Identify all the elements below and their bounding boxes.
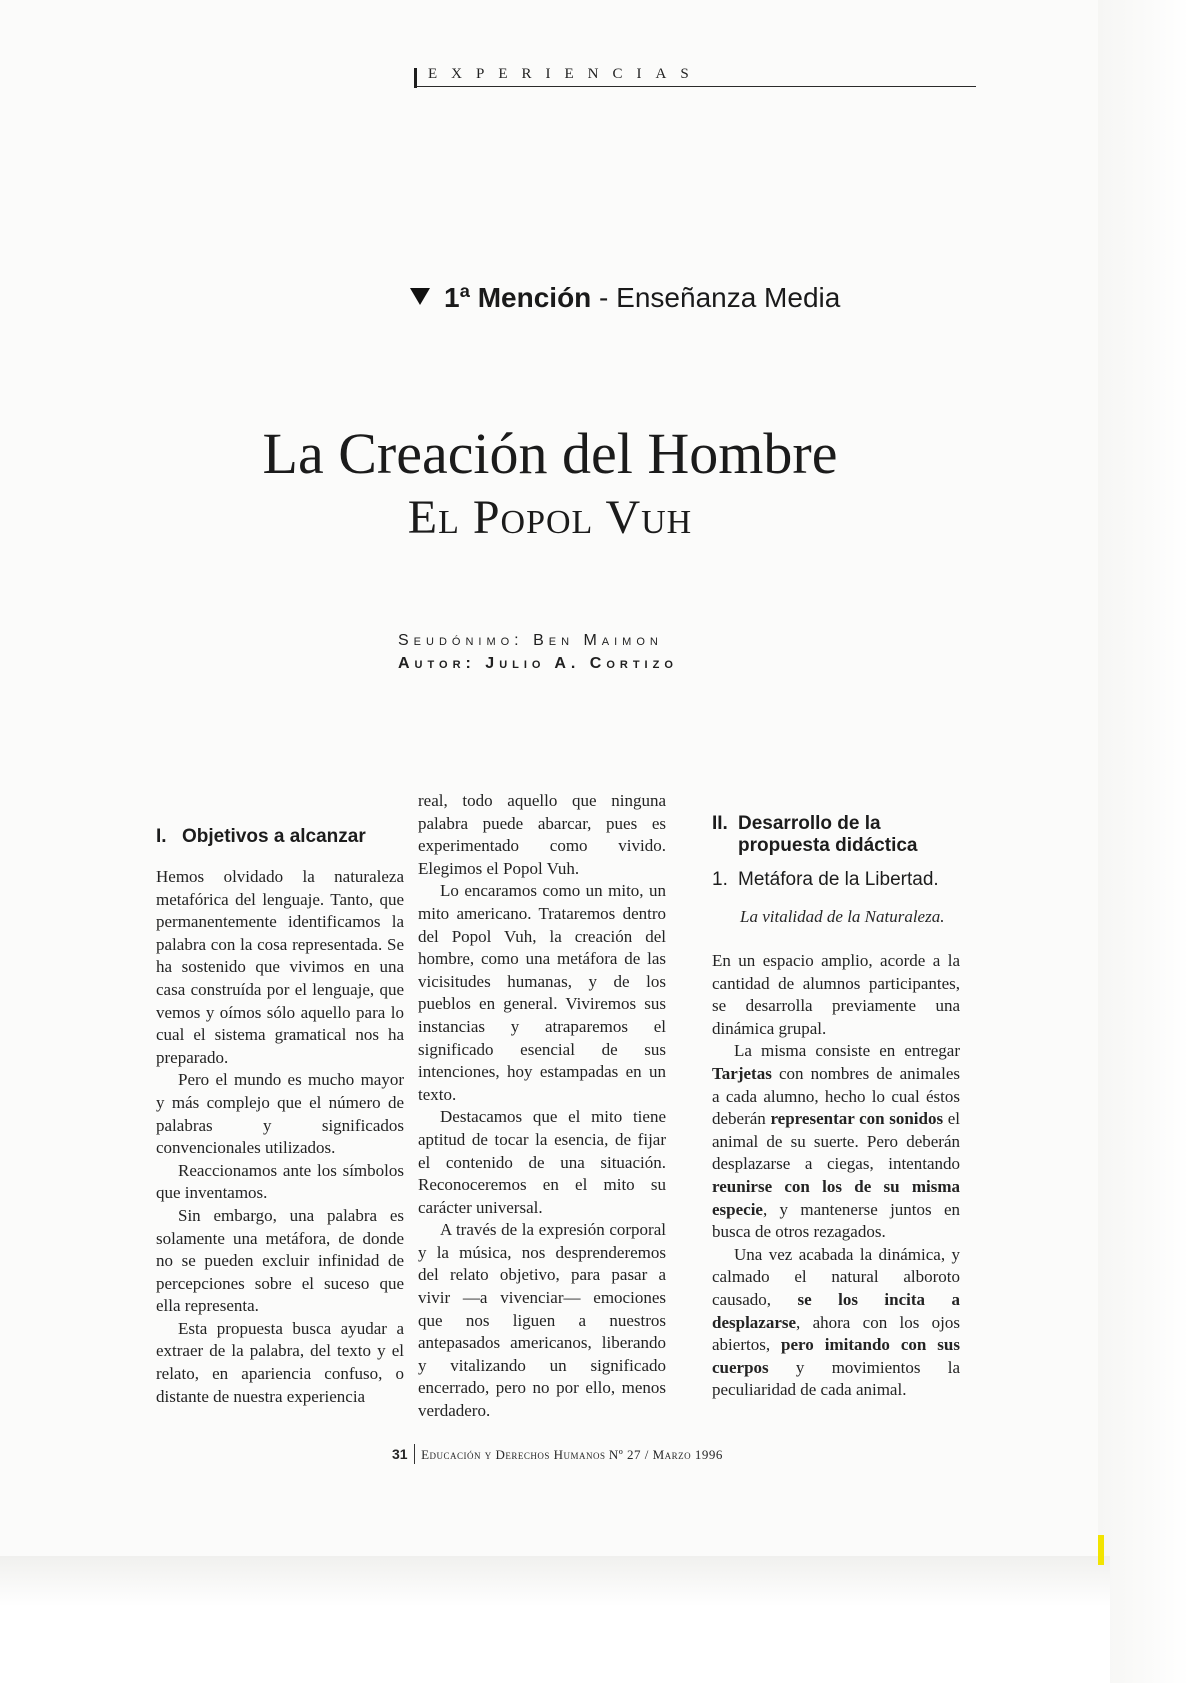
- header-rule-mark: [414, 68, 417, 88]
- triangle-down-icon: [410, 288, 430, 305]
- author-line: Autor: Julio A. Cortizo: [398, 655, 678, 672]
- article-subtitle: El Popol Vuh: [407, 491, 693, 544]
- subsection-caption: La vitalidad de la Naturaleza.: [740, 907, 945, 926]
- pseudonym-line: Seudónimo: Ben Maimon: [398, 632, 663, 649]
- paragraph: En un espacio amplio, acorde a la cantidad de alumnos participantes, se desarrolla previamente una dinámica grupal.: [712, 951, 960, 1038]
- page-edge-shadow: [1098, 0, 1190, 1683]
- paragraph: Una vez acabada la dinámica, y calmado el natural alboroto causado, se los incita a desplazarse, ahora con los ojos abiertos, pero imitando con sus cuerpos y movimientos la peculiaridad de cada animal.: [712, 1244, 960, 1400]
- section-2-number: II.: [712, 813, 728, 834]
- section-1-title: Objetivos a alcanzar: [182, 826, 366, 847]
- article-title: La Creación del Hombre: [262, 421, 838, 486]
- footer-divider: [414, 1444, 416, 1464]
- mention-separator: -: [591, 282, 617, 313]
- section-2-heading: [712, 813, 972, 857]
- running-header: [414, 60, 976, 87]
- paragraph: real, todo aquello que ninguna palabra puede abarcar, pues es experimentado como vivido. Elegimos el Popol Vuh.: [418, 791, 666, 878]
- section-1-number: I.: [156, 826, 167, 847]
- section-2-title-line-2: propuesta didáctica: [738, 835, 918, 856]
- paragraph: Hemos olvidado la naturaleza metafórica del lenguaje. Tanto, que permanentemente identificamos la palabra con la cosa representada. Se ha sostenido que vivimos en una casa construída por el lenguaje, que vemos y oímos sólo aquello para lo cual el sistema gramatical nos ha preparado.: [156, 867, 404, 1067]
- paragraph: La misma consiste en entregar Tarjetas con nombres de animales a cada alumno, hecho lo cual éstos deberán representar con sonidos el animal de su suerte. Pero deberán desplazarse a ciegas, intentando reunirse con los de su misma especie, y mantenerse juntos en busca de otros rezagados.: [712, 1041, 960, 1242]
- paragraph: A través de la expresión corporal y la música, nos desprenderemos del relato objetivo, para pasar a vivir —a vivenciar— emociones que nos liguen a nuestros antepasados americanos, liberando y vitalizando un significado encerrado, pero no por ello, menos verdadero.: [418, 1220, 666, 1421]
- column-2: [418, 790, 666, 1423]
- page-number: 31: [392, 1446, 408, 1462]
- issue-info: Nº 27 / Marzo 1996: [608, 1447, 723, 1462]
- paragraph: Esta propuesta busca ayudar a extraer de la palabra, del texto y el relato, en apariencia confuso, o distante de nuestra experiencia: [156, 1318, 404, 1406]
- yellow-edge-mark: [1098, 1535, 1104, 1565]
- column-1: [156, 866, 404, 1408]
- paragraph: Reaccionamos ante los símbolos que inventamos.: [156, 1160, 404, 1203]
- subsection-title: Metáfora de la Libertad.: [738, 869, 939, 890]
- paragraph: Pero el mundo es mucho mayor y más complejo que el número de palabras y significados convencionales utilizados.: [156, 1070, 404, 1158]
- page-footer: [392, 1444, 723, 1464]
- subsection-number: 1.: [712, 869, 728, 890]
- paragraph: Sin embargo, una palabra es solamente una metáfora, de donde no se pueden excluir infinidad de percepciones sobre el suceso que ella representa.: [156, 1205, 404, 1316]
- section-1-heading: [156, 826, 366, 848]
- section-2-title-line-1: Desarrollo de la: [738, 813, 881, 834]
- page-bottom-shadow: [0, 1556, 1110, 1683]
- paragraph: Lo encaramos como un mito, un mito americano. Trataremos dentro del Popol Vuh, la creación del hombre, como una metáfora de las vicisitudes humanas, y de los pueblos en general. Viviremos sus instancias y atraparemos el significado esencial de sus intenciones, hoy estampadas en un texto.: [418, 881, 666, 1104]
- column-3: [712, 950, 960, 1402]
- paragraph: Destacamos que el mito tiene aptitud de tocar la esencia, de fijar el contenido de una situación. Reconoceremos en el mito su carácter universal.: [418, 1107, 666, 1217]
- award-mention: [410, 282, 840, 314]
- mention-category: Enseñanza Media: [616, 282, 841, 313]
- subsection-heading: [712, 869, 939, 891]
- magazine-name: Educación y Derechos Humanos: [421, 1447, 606, 1462]
- mention-rank: 1ª Mención: [444, 282, 592, 313]
- section-label: EXPERIENCIAS: [428, 66, 703, 82]
